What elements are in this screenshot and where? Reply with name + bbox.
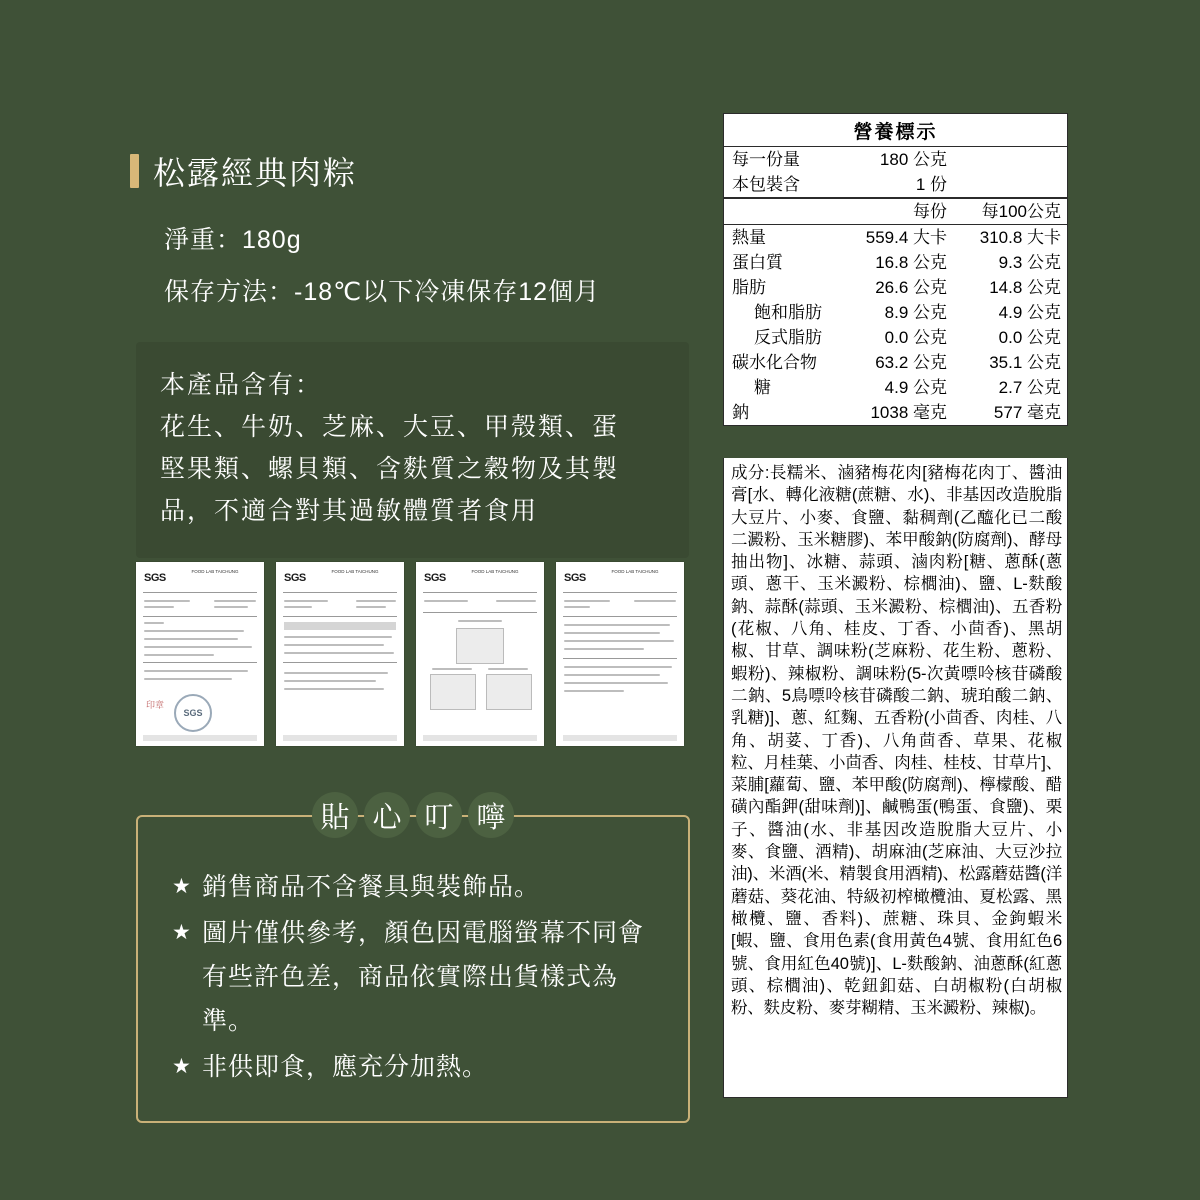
nutrient-label: 熱量 bbox=[732, 228, 766, 247]
table-row bbox=[724, 147, 1067, 172]
product-info-column bbox=[130, 148, 690, 558]
certificate-lab-name: FOOD LAB TAICHUNG bbox=[471, 569, 519, 574]
servings-per-pack-value: 1 份 bbox=[915, 175, 947, 194]
nutrient-per-serving: 0.0 公克 bbox=[884, 328, 947, 347]
serving-size-value: 180 公克 bbox=[879, 150, 947, 169]
certificate-thumbnail bbox=[556, 562, 684, 746]
tips-heading-char: 貼 bbox=[312, 789, 358, 841]
nutrition-serving-block bbox=[724, 147, 1067, 198]
star-icon: ★ bbox=[172, 1055, 192, 1078]
nutrient-per-100g: 35.1 公克 bbox=[989, 353, 1061, 372]
certificate-thumbnail bbox=[416, 562, 544, 746]
nutrient-label: 反式脂肪 bbox=[754, 328, 822, 347]
allergen-line-1: 花生、牛奶、芝麻、大豆、甲殼類、蛋 bbox=[160, 413, 620, 441]
column-header-per-100g: 每100公克 bbox=[981, 202, 1061, 221]
table-row bbox=[724, 375, 1067, 400]
list-item bbox=[172, 1045, 660, 1089]
tip-text: 非供即食，應充分加熱。 bbox=[202, 1053, 489, 1081]
table-row bbox=[724, 300, 1067, 325]
product-title-row bbox=[130, 148, 690, 194]
servings-per-pack-label: 本包裝含 bbox=[732, 175, 800, 194]
nutrition-rows bbox=[724, 225, 1067, 425]
nutrient-per-serving: 8.9 公克 bbox=[884, 303, 947, 322]
ingredients-text: 成分:長糯米、滷豬梅花肉[豬梅花肉丁、醬油膏[水、轉化液糖(蔗糖、水)、非基因改造脫脂大豆片、小麥、食鹽、黏稠劑(乙醯化已二酸二澱粉、玉米糖膠)、苯甲酸鈉(防腐劑)、酵母抽出物]、冰糖、蒜頭、滷肉粉[糖、蔥酥(蔥頭、蔥干、玉米澱粉、棕櫚油)、鹽、L-麩酸鈉、蒜酥(蒜頭、玉米澱粉、棕櫚油)、五香粉(花椒、八角、桂皮、丁香、小茴香)、黑胡椒、甘草、調味粉(芝麻粉、花生粉、蔥粉、蝦粉)、辣椒粉、調味粉(5-次黃嘌呤核苷磷酸二鈉、5鳥嘌呤核苷磷酸二鈉、琥珀酸二鈉、乳糖)]、蔥、紅麴、五香粉(小茴香、肉桂、八角、胡荽、丁香)、八角茴香、草果、花椒粒、月桂葉、小茴香、肉桂、桂枝、甘草片]、菜脯[蘿蔔、鹽、苯甲酸(防腐劑)、檸檬酸、醋磺內酯鉀(甜味劑)]、鹹鴨蛋(鴨蛋、食鹽)、栗子、醬油(水、非基因改造脫脂大豆片、小麥、食鹽、酒精)、胡麻油(芝麻油、大豆沙拉油)、米酒(米、精製食用酒精)、松露蘑菇醬(洋蘑菇、葵花油、特級初榨橄欖油、夏松露、黑橄欖、鹽、香料)、蔗糖、珠貝、金鉤蝦米[蝦、鹽、食用色素(食用黃色4號、食用紅色6號、食用紅色40號)]、L-麩酸鈉、油蔥酥(紅蔥頭、棕櫚油)、乾鈕釦菇、白胡椒粉(白胡椒粉、麩皮粉、麥芽糊精、玉米澱粉、辣椒)。 bbox=[723, 458, 1068, 1098]
nutrient-per-100g: 310.8 大卡 bbox=[979, 228, 1061, 247]
sgs-logo-text: SGS bbox=[284, 572, 306, 584]
list-item bbox=[172, 911, 660, 1043]
certificate-footer bbox=[143, 735, 257, 741]
nutrient-per-100g: 0.0 公克 bbox=[998, 328, 1061, 347]
tip-text: 圖片僅供參考，顏色因電腦螢幕不同會有些許色差，商品依實際出貨樣式為準。 bbox=[202, 919, 645, 1035]
tips-heading-char: 嚀 bbox=[468, 789, 514, 841]
nutrient-label: 糖 bbox=[754, 378, 771, 397]
nutrient-per-100g: 2.7 公克 bbox=[998, 378, 1061, 397]
allergen-box bbox=[136, 342, 689, 558]
table-row bbox=[724, 275, 1067, 300]
nutrition-facts-table bbox=[723, 113, 1068, 426]
sgs-seal-icon: SGS bbox=[174, 694, 212, 732]
nutrient-per-serving: 4.9 公克 bbox=[884, 378, 947, 397]
certificate-lab-name: FOOD LAB TAICHUNG bbox=[611, 569, 659, 574]
tips-box bbox=[136, 815, 690, 1123]
allergen-line-3: 品，不適合對其過敏體質者食用 bbox=[160, 497, 539, 525]
tips-heading-char: 叮 bbox=[416, 789, 462, 841]
red-seal-stamp: 印章 bbox=[146, 700, 165, 710]
star-icon: ★ bbox=[172, 875, 192, 898]
table-row bbox=[724, 325, 1067, 350]
tip-text: 銷售商品不含餐具與裝飾品。 bbox=[202, 873, 541, 901]
certificate-thumbnail bbox=[276, 562, 404, 746]
nutrition-title: 營養標示 bbox=[724, 114, 1067, 147]
certificate-footer bbox=[423, 735, 537, 741]
table-row bbox=[724, 172, 1067, 197]
nutrient-label: 碳水化合物 bbox=[732, 353, 817, 372]
table-row bbox=[724, 350, 1067, 375]
title-accent-bar bbox=[130, 154, 139, 188]
certificate-footer bbox=[283, 735, 397, 741]
certificate-gallery bbox=[136, 562, 684, 746]
net-weight-text: 淨重：180g bbox=[164, 226, 302, 254]
star-icon: ★ bbox=[172, 921, 192, 944]
nutrient-per-serving: 16.8 公克 bbox=[875, 253, 947, 272]
nutrient-label: 蛋白質 bbox=[732, 253, 783, 272]
table-row bbox=[724, 225, 1067, 250]
allergen-line-2: 堅果類、螺貝類、含麩質之穀物及其製 bbox=[160, 455, 620, 483]
nutrient-per-100g: 577 毫克 bbox=[993, 403, 1061, 422]
nutrient-per-serving: 63.2 公克 bbox=[875, 353, 947, 372]
nutrient-label: 飽和脂肪 bbox=[754, 303, 822, 322]
sgs-logo-text: SGS bbox=[424, 572, 446, 584]
nutrient-per-serving: 559.4 大卡 bbox=[865, 228, 947, 247]
nutrient-label: 脂肪 bbox=[732, 278, 766, 297]
page-title: 松露經典肉粽 bbox=[153, 155, 358, 191]
certificate-lab-name: FOOD LAB TAICHUNG bbox=[191, 569, 239, 574]
nutrient-per-serving: 26.6 公克 bbox=[875, 278, 947, 297]
nutrient-label: 鈉 bbox=[732, 403, 749, 422]
table-row bbox=[724, 250, 1067, 275]
nutrient-per-100g: 4.9 公克 bbox=[998, 303, 1061, 322]
nutrient-per-100g: 14.8 公克 bbox=[989, 278, 1061, 297]
certificate-lab-name: FOOD LAB TAICHUNG bbox=[331, 569, 379, 574]
allergen-heading: 本產品含有： bbox=[160, 371, 323, 399]
nutrition-column-headers bbox=[724, 198, 1067, 225]
nutrient-per-serving: 1038 毫克 bbox=[870, 403, 947, 422]
tips-heading bbox=[312, 789, 514, 841]
tips-section bbox=[136, 801, 690, 1123]
certificate-footer bbox=[563, 735, 677, 741]
storage-method-text: 保存方法：-18℃以下冷凍保存12個月 bbox=[164, 278, 601, 306]
sgs-logo-text: SGS bbox=[564, 572, 586, 584]
certificate-thumbnail bbox=[136, 562, 264, 746]
nutrient-per-100g: 9.3 公克 bbox=[998, 253, 1061, 272]
list-item bbox=[172, 865, 660, 909]
table-row bbox=[724, 400, 1067, 425]
column-header-per-serving: 每份 bbox=[913, 202, 947, 221]
serving-size-label: 每一份量 bbox=[732, 150, 800, 169]
sgs-logo-text: SGS bbox=[144, 572, 166, 584]
tips-heading-char: 心 bbox=[364, 789, 410, 841]
